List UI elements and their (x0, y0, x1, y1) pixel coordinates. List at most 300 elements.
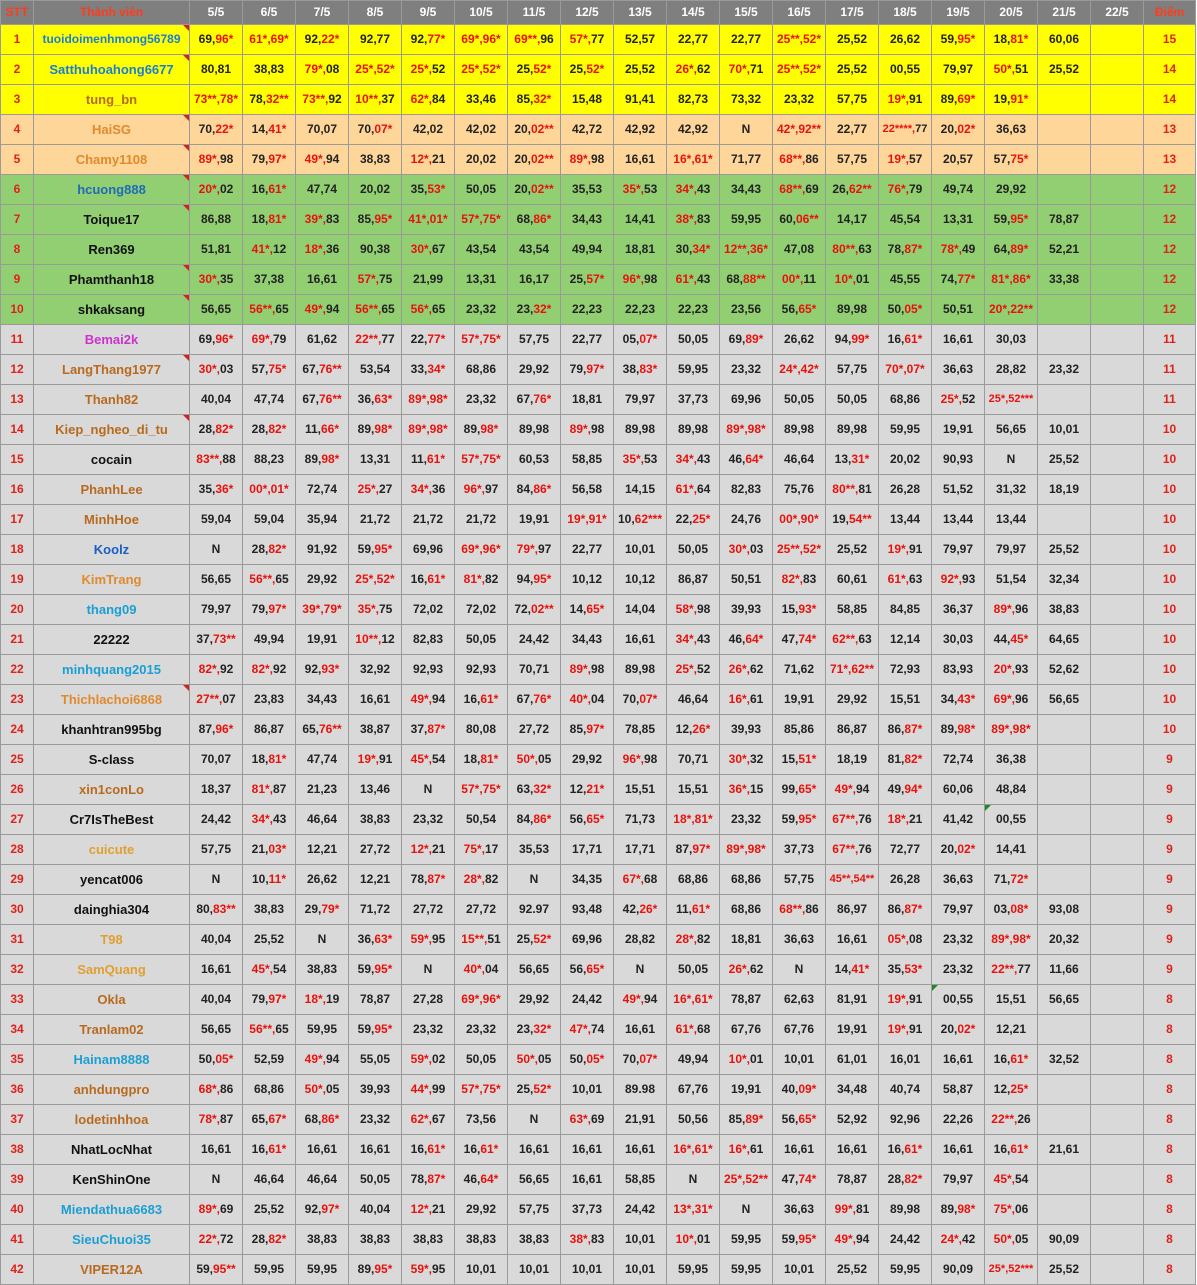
day-cell: 68,86 (720, 865, 773, 895)
day-cell: 19,91* (985, 85, 1038, 115)
day-cell: 78*,87 (190, 1105, 243, 1135)
row-number: 28 (1, 835, 34, 865)
score-cell: 8 (1144, 1045, 1196, 1075)
day-cell: 21,03* (243, 835, 296, 865)
day-cell: 23,32 (932, 955, 985, 985)
member-name: NhatLocNhat (34, 1135, 190, 1165)
day-cell: 49,94 (561, 235, 614, 265)
day-cell: 25*,52 (932, 385, 985, 415)
member-name: Tranlam02 (34, 1015, 190, 1045)
day-cell: 61*,43 (667, 265, 720, 295)
day-cell: 22*,72 (190, 1225, 243, 1255)
day-cell (1038, 385, 1091, 415)
day-cell: 47,74 (243, 385, 296, 415)
day-cell: 22,25* (667, 505, 720, 535)
day-cell: 70,07* (614, 685, 667, 715)
day-cell: 89*,96 (985, 595, 1038, 625)
day-cell: 80,08 (455, 715, 508, 745)
table-row (1, 1105, 1196, 1135)
day-cell: 19*,91 (349, 745, 402, 775)
day-cell: 34*,43 (243, 805, 296, 835)
row-number: 27 (1, 805, 34, 835)
header-stt: STT (1, 1, 34, 25)
score-cell: 10 (1144, 445, 1196, 475)
day-cell: 25*,52 (402, 55, 455, 85)
day-cell: 56,65 (1038, 685, 1091, 715)
day-cell: 13,31 (455, 265, 508, 295)
day-cell: 36*,15 (720, 775, 773, 805)
day-cell: 28,82* (243, 415, 296, 445)
day-cell: 20*,93 (985, 655, 1038, 685)
member-name: SieuChuoi35 (34, 1225, 190, 1255)
day-cell: 15**,51 (455, 925, 508, 955)
day-cell: 68,86 (667, 865, 720, 895)
day-cell (1091, 1165, 1144, 1195)
day-cell: 73,32 (720, 85, 773, 115)
day-cell: 86,87* (879, 895, 932, 925)
day-cell: 12*,21 (402, 1195, 455, 1225)
day-cell: 56,65 (1038, 985, 1091, 1015)
day-cell: 50*,05 (985, 1225, 1038, 1255)
day-cell: 96*,97 (455, 475, 508, 505)
day-cell (1091, 355, 1144, 385)
day-cell: 43,54 (508, 235, 561, 265)
day-cell: 38,83 (243, 895, 296, 925)
day-cell: 19*,91 (879, 535, 932, 565)
table-row (1, 985, 1196, 1015)
day-cell: 37,73 (561, 1195, 614, 1225)
day-cell: 34,43 (561, 625, 614, 655)
day-cell: 16,61 (508, 1135, 561, 1165)
day-cell: 70,07* (614, 1045, 667, 1075)
day-cell: 47,74* (773, 625, 826, 655)
day-cell: 49,94* (879, 775, 932, 805)
day-cell: 12,21* (561, 775, 614, 805)
day-cell: 00,55 (932, 985, 985, 1015)
day-cell: 25**,52* (773, 55, 826, 85)
day-cell: 23,32 (402, 805, 455, 835)
day-cell: 50,51 (720, 565, 773, 595)
day-cell: 38*,83 (561, 1225, 614, 1255)
day-cell: 72,93 (879, 655, 932, 685)
day-cell: N (190, 1165, 243, 1195)
day-cell: 22,77 (667, 25, 720, 55)
day-cell: 16,61* (455, 1135, 508, 1165)
day-cell: 16,61 (561, 1165, 614, 1195)
day-cell: N (720, 1195, 773, 1225)
day-cell: 70,71 (667, 745, 720, 775)
day-cell: 10,12 (614, 565, 667, 595)
day-cell: 17,71 (561, 835, 614, 865)
score-cell: 12 (1144, 295, 1196, 325)
day-cell: 68**,69 (773, 175, 826, 205)
score-cell: 11 (1144, 355, 1196, 385)
table-row (1, 115, 1196, 145)
day-cell: 67,76 (667, 1075, 720, 1105)
day-cell: 26,62 (773, 325, 826, 355)
day-cell: 69*,96* (455, 535, 508, 565)
day-cell: 19,54** (826, 505, 879, 535)
score-cell: 8 (1144, 1255, 1196, 1285)
day-cell: 49*,94 (402, 685, 455, 715)
score-cell: 10 (1144, 415, 1196, 445)
day-cell: 35*,53 (614, 175, 667, 205)
day-cell: 25,52 (1038, 55, 1091, 85)
day-cell: 25*,52* (349, 565, 402, 595)
member-name: S-class (34, 745, 190, 775)
day-cell: 45,54 (879, 205, 932, 235)
day-cell: 89,98 (614, 655, 667, 685)
day-cell: 67,76** (296, 355, 349, 385)
day-cell: 89,98 (508, 415, 561, 445)
day-cell (1091, 745, 1144, 775)
day-cell: 10,01 (508, 1255, 561, 1285)
day-cell: 23,32 (349, 1105, 402, 1135)
day-cell: 37,73** (190, 625, 243, 655)
day-cell: 82,83 (720, 475, 773, 505)
day-cell: 62*,67 (402, 1105, 455, 1135)
table-row (1, 325, 1196, 355)
day-cell: 16,61* (879, 325, 932, 355)
day-cell (1038, 295, 1091, 325)
day-cell: 38,83 (349, 1225, 402, 1255)
day-cell: 57,75 (508, 1195, 561, 1225)
day-cell (1038, 1015, 1091, 1045)
day-cell: 86,88 (190, 205, 243, 235)
day-cell: 89*,98 (561, 655, 614, 685)
day-cell: 18*,36 (296, 235, 349, 265)
day-cell: 50*,05 (508, 745, 561, 775)
row-number: 35 (1, 1045, 34, 1075)
day-cell: 70*,71 (720, 55, 773, 85)
table-row (1, 295, 1196, 325)
day-cell: 50,05 (667, 535, 720, 565)
day-cell (1038, 145, 1091, 175)
day-cell: 14,41 (985, 835, 1038, 865)
table-row (1, 1195, 1196, 1225)
day-cell: 38,83 (349, 805, 402, 835)
day-cell: 24,42 (561, 985, 614, 1015)
day-cell (1091, 715, 1144, 745)
day-cell: 23,32 (720, 805, 773, 835)
table-row (1, 1075, 1196, 1105)
member-name: Bemai2k (34, 325, 190, 355)
day-cell: 50,05 (455, 1045, 508, 1075)
day-cell: 59,04 (243, 505, 296, 535)
member-name: KimTrang (34, 565, 190, 595)
day-cell: 25*,52 (667, 655, 720, 685)
day-cell: N (667, 1165, 720, 1195)
day-cell: 69,96 (402, 535, 455, 565)
day-cell: 89,98 (826, 415, 879, 445)
day-cell: 25*,52*** (985, 1255, 1038, 1285)
day-cell: 57*,75* (455, 445, 508, 475)
day-cell: 25,52 (826, 55, 879, 85)
day-cell: 45*,54 (985, 1165, 1038, 1195)
day-cell: 68,86 (455, 355, 508, 385)
day-cell: 16*,61 (720, 685, 773, 715)
day-cell: 16,61 (614, 1135, 667, 1165)
header-date: 22/5 (1091, 1, 1144, 25)
day-cell: 16,61 (614, 625, 667, 655)
day-cell: 92,93 (402, 655, 455, 685)
day-cell: 16,61 (349, 685, 402, 715)
day-cell: 50,05 (773, 385, 826, 415)
score-cell: 8 (1144, 1075, 1196, 1105)
row-number: 31 (1, 925, 34, 955)
day-cell (1091, 775, 1144, 805)
member-name: Okla (34, 985, 190, 1015)
day-cell: 80,83** (190, 895, 243, 925)
day-cell: 92*,93 (932, 565, 985, 595)
day-cell: 68,86 (720, 895, 773, 925)
table-row (1, 895, 1196, 925)
day-cell: 16,61 (190, 955, 243, 985)
member-name: Thichlachoi6868 (34, 685, 190, 715)
day-cell: N (190, 865, 243, 895)
member-name: shkaksang (34, 295, 190, 325)
day-cell: 49*,94 (296, 1045, 349, 1075)
day-cell: 60,53 (508, 445, 561, 475)
day-cell: 21,99 (402, 265, 455, 295)
day-cell: 50*,05 (296, 1075, 349, 1105)
day-cell: 79,97 (932, 55, 985, 85)
day-cell: 23,32 (1038, 355, 1091, 385)
day-cell: 30,03 (932, 625, 985, 655)
table-row (1, 745, 1196, 775)
day-cell: 23,56 (720, 295, 773, 325)
header-date: 6/5 (243, 1, 296, 25)
day-cell: 42*,92** (773, 115, 826, 145)
day-cell: 40,04 (190, 925, 243, 955)
day-cell: 56,65* (561, 805, 614, 835)
day-cell: 17,71 (614, 835, 667, 865)
day-cell: 92,93 (455, 655, 508, 685)
day-cell: 59,95 (243, 1255, 296, 1285)
day-cell: 68,86 (243, 1075, 296, 1105)
score-cell: 10 (1144, 535, 1196, 565)
day-cell: 86,87 (667, 565, 720, 595)
row-number: 18 (1, 535, 34, 565)
day-cell (1091, 1255, 1144, 1285)
day-cell: 84,85 (879, 595, 932, 625)
day-cell (1091, 235, 1144, 265)
day-cell (1091, 145, 1144, 175)
day-cell (1091, 1225, 1144, 1255)
day-cell: 12,21 (296, 835, 349, 865)
day-cell: 18,19 (1038, 475, 1091, 505)
day-cell: 85,32* (508, 85, 561, 115)
score-cell: 10 (1144, 505, 1196, 535)
day-cell: 22,77 (826, 115, 879, 145)
score-cell: 15 (1144, 25, 1196, 55)
score-cell: 10 (1144, 685, 1196, 715)
day-cell: 56**,65 (243, 1015, 296, 1045)
day-cell: 42,92 (667, 115, 720, 145)
day-cell: 20,02 (349, 175, 402, 205)
member-name: tung_bn (34, 85, 190, 115)
day-cell: 28,82* (879, 1165, 932, 1195)
row-number: 19 (1, 565, 34, 595)
day-cell: 38,83 (243, 55, 296, 85)
day-cell: 89,98 (879, 1195, 932, 1225)
day-cell: 80**,81 (826, 475, 879, 505)
header-date: 14/5 (667, 1, 720, 25)
day-cell: 45*,54 (243, 955, 296, 985)
day-cell: 75,76 (773, 475, 826, 505)
day-cell: 72,74 (296, 475, 349, 505)
day-cell: 59,95 (720, 1255, 773, 1285)
day-cell: 64,89* (985, 235, 1038, 265)
day-cell: 23,32 (720, 355, 773, 385)
table-row (1, 835, 1196, 865)
day-cell: 29,92 (455, 1195, 508, 1225)
day-cell: 47,74* (773, 1165, 826, 1195)
day-cell: 14,04 (614, 595, 667, 625)
score-cell: 12 (1144, 235, 1196, 265)
day-cell (1038, 1075, 1091, 1105)
day-cell: 20*,02 (190, 175, 243, 205)
day-cell: 57,75* (985, 145, 1038, 175)
day-cell: 25,52 (826, 25, 879, 55)
day-cell: 28*,82 (455, 865, 508, 895)
day-cell: 52,92 (826, 1105, 879, 1135)
day-cell: 25,52* (561, 55, 614, 85)
day-cell: 79,97 (932, 895, 985, 925)
day-cell: 21,72 (455, 505, 508, 535)
member-name: LangThang1977 (34, 355, 190, 385)
table-row (1, 535, 1196, 565)
day-cell: N (773, 955, 826, 985)
table-row (1, 1135, 1196, 1165)
day-cell: 59,95* (773, 805, 826, 835)
day-cell: 00*,01* (243, 475, 296, 505)
day-cell: 15,51 (667, 775, 720, 805)
day-cell: 56,65 (985, 415, 1038, 445)
day-cell: 18,81* (985, 25, 1038, 55)
row-number: 26 (1, 775, 34, 805)
day-cell: 16,61 (773, 1135, 826, 1165)
table-row (1, 25, 1196, 55)
day-cell: 40,09* (773, 1075, 826, 1105)
day-cell (1091, 55, 1144, 85)
day-cell: 16,61 (932, 1045, 985, 1075)
score-cell: 8 (1144, 1165, 1196, 1195)
day-cell: 56,65 (190, 295, 243, 325)
day-cell: 10,01 (561, 1255, 614, 1285)
row-number: 32 (1, 955, 34, 985)
day-cell (1091, 295, 1144, 325)
day-cell: 85,89* (720, 1105, 773, 1135)
day-cell: 26,62 (296, 865, 349, 895)
day-cell (1091, 1195, 1144, 1225)
day-cell: 61,62 (296, 325, 349, 355)
day-cell: 19*,91 (879, 985, 932, 1015)
table-row (1, 565, 1196, 595)
table-row (1, 145, 1196, 175)
score-cell: 10 (1144, 655, 1196, 685)
score-cell: 8 (1144, 1225, 1196, 1255)
day-cell: 34,43* (932, 685, 985, 715)
day-cell: 14,41* (243, 115, 296, 145)
day-cell: 72,02** (508, 595, 561, 625)
day-cell: 68,86* (508, 205, 561, 235)
day-cell: 89.98 (614, 1075, 667, 1105)
day-cell: 89,98* (349, 415, 402, 445)
day-cell: 52,21 (1038, 235, 1091, 265)
day-cell: 23,32 (455, 1015, 508, 1045)
day-cell: 59,95 (667, 355, 720, 385)
day-cell: 22****,77 (879, 115, 932, 145)
day-cell: 26,28 (879, 475, 932, 505)
day-cell: 18,81* (455, 745, 508, 775)
day-cell: 22,77* (402, 325, 455, 355)
day-cell: 36,37 (932, 595, 985, 625)
day-cell (1091, 955, 1144, 985)
day-cell: 34,43 (561, 205, 614, 235)
table-row (1, 355, 1196, 385)
row-number: 14 (1, 415, 34, 445)
day-cell: 81*,82 (455, 565, 508, 595)
day-cell: 46,64 (296, 805, 349, 835)
day-cell: 22,23 (561, 295, 614, 325)
day-cell: 34,48 (826, 1075, 879, 1105)
day-cell (1038, 1165, 1091, 1195)
day-cell: 29,92 (985, 175, 1038, 205)
day-cell: 39,93 (720, 715, 773, 745)
day-cell: 85,86 (773, 715, 826, 745)
day-cell: 25*,52** (720, 1165, 773, 1195)
day-cell: 46,64 (243, 1165, 296, 1195)
day-cell: 30*,32 (720, 745, 773, 775)
score-cell: 13 (1144, 145, 1196, 175)
day-cell: 92,22* (296, 25, 349, 55)
day-cell: 51,81 (190, 235, 243, 265)
day-cell: 90,93 (932, 445, 985, 475)
day-cell: 48,84 (985, 775, 1038, 805)
day-cell: 27,28 (402, 985, 455, 1015)
day-cell: 10,01 (614, 1225, 667, 1255)
day-cell (1091, 595, 1144, 625)
day-cell: 47,08 (773, 235, 826, 265)
day-cell: 69,96* (190, 325, 243, 355)
day-cell: 69*,96 (985, 685, 1038, 715)
day-cell (1038, 115, 1091, 145)
member-name: anhdungpro (34, 1075, 190, 1105)
day-cell: 32,34 (1038, 565, 1091, 595)
day-cell: 89*,98 (561, 145, 614, 175)
day-cell: 30*,03 (190, 355, 243, 385)
member-name: tuoidoimenhmong56789 (34, 25, 190, 55)
day-cell: 99*,81 (826, 1195, 879, 1225)
day-cell: 20,02 (455, 145, 508, 175)
day-cell: 42,26* (614, 895, 667, 925)
day-cell: 25,52* (508, 1075, 561, 1105)
day-cell: 10,01 (614, 535, 667, 565)
day-cell: 68,86 (879, 385, 932, 415)
header-score: Điểm (1144, 1, 1196, 25)
day-cell: 22,26 (932, 1105, 985, 1135)
day-cell: 89,95* (349, 1255, 402, 1285)
day-cell: 59,95* (349, 1015, 402, 1045)
day-cell: 15,51 (614, 775, 667, 805)
member-name: Toique17 (34, 205, 190, 235)
day-cell: 92,97* (296, 1195, 349, 1225)
day-cell: 38,83* (614, 355, 667, 385)
day-cell: 56,65* (773, 1105, 826, 1135)
day-cell: 59,95* (349, 955, 402, 985)
day-cell: 68**,86 (773, 895, 826, 925)
